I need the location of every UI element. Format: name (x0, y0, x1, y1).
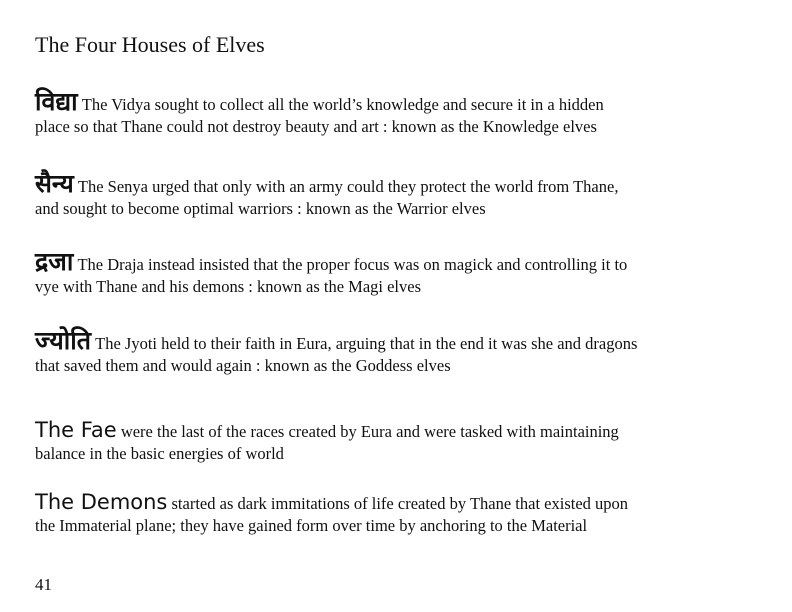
entry-text: the Immaterial plane; they have gained form over time by anchoring to the Material (35, 516, 588, 535)
entry-vidya (35, 87, 755, 138)
entry-text: that saved them and would again : known as the Goddess elves (35, 356, 451, 375)
entry-text: The Jyoti held to their faith in Eura, arguing that in the end it was she and dragons (95, 334, 638, 353)
entry-first-line (35, 419, 755, 443)
entry-term: द्रजा (35, 247, 74, 276)
page-number: 41 (35, 575, 52, 594)
entry-first-line (35, 87, 755, 116)
entry-text: and sought to become optimal warriors : known as the Warrior elves (35, 199, 486, 218)
entry-draja (35, 247, 755, 298)
entry-text: started as dark immitations of life created by Thane that existed upon (171, 494, 629, 513)
entry-term: ज्योति (35, 326, 92, 355)
entry-term: विद्या (35, 87, 78, 116)
page-title: The Four Houses of Elves (35, 32, 265, 57)
entry-first-line (35, 169, 755, 198)
entry-term: The Fae (35, 418, 117, 442)
entry-text: vye with Thane and his demons : known as the Magi elves (35, 277, 422, 296)
entry-text: balance in the basic energies of world (35, 444, 284, 463)
entry-first-line (35, 491, 755, 515)
entry-text: The Vidya sought to collect all the world’s knowledge and secure it in a hidden (81, 95, 604, 114)
entry-term: सैन्य (35, 169, 74, 198)
entry-first-line (35, 247, 755, 276)
entry-text: The Draja instead insisted that the proper focus was on magick and controlling it to (77, 255, 628, 274)
entry-text: were the last of the races created by Eura and were tasked with maintaining (120, 422, 619, 441)
entry-text: place so that Thane could not destroy beauty and art : known as the Knowledge elves (35, 117, 597, 136)
entry-fae (35, 419, 755, 465)
entry-term: The Demons (35, 490, 168, 514)
entry-senya (35, 169, 755, 220)
entry-text: The Senya urged that only with an army could they protect the world from Thane, (77, 177, 619, 196)
entry-demons (35, 491, 755, 537)
entry-jyoti (35, 326, 755, 377)
entry-first-line (35, 326, 755, 355)
